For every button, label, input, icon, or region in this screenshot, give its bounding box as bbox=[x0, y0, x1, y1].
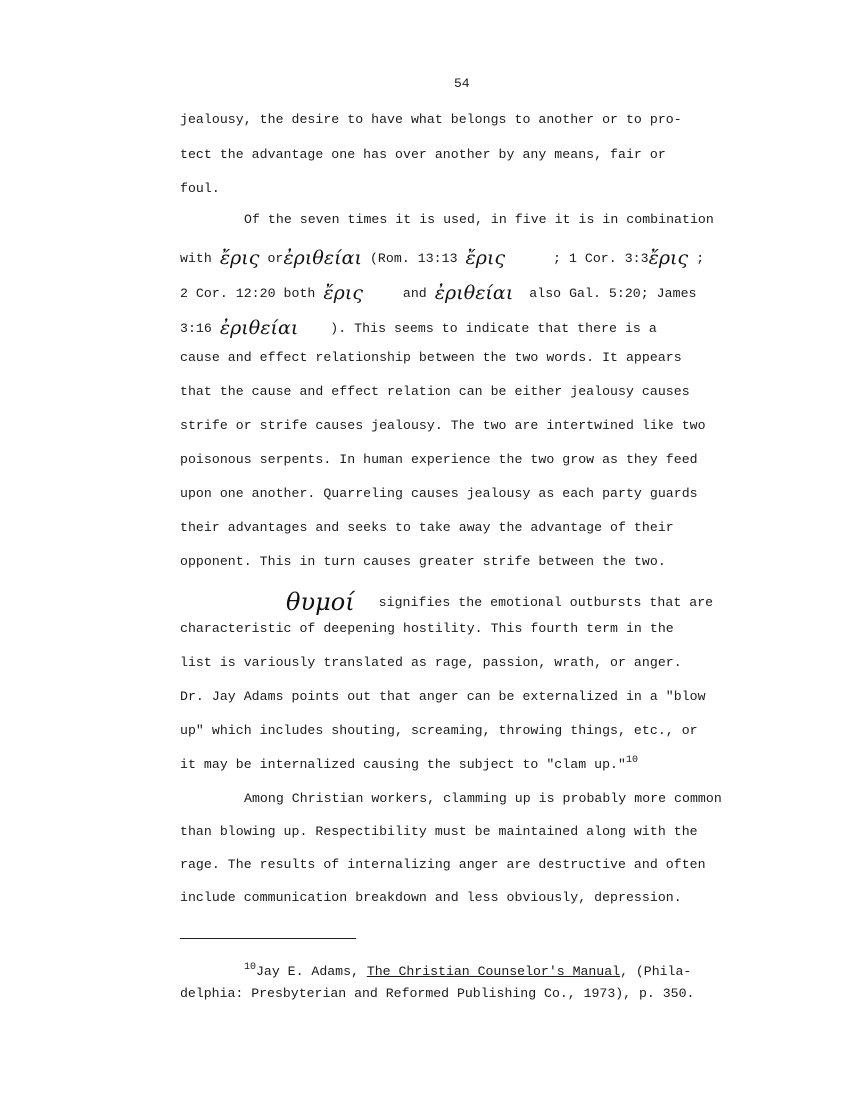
text-span: also Gal. 5:20; James bbox=[529, 286, 697, 301]
paragraph-line: rage. The results of internalizing anger are destructive and often bbox=[180, 857, 706, 872]
paragraph-line-with-greek bbox=[286, 584, 714, 616]
paragraph-line: than blowing up. Respectibility must be maintained along with the bbox=[180, 824, 698, 839]
paragraph-line: tect the advantage one has over another by any means, fair or bbox=[180, 147, 666, 162]
paragraph-line: up" which includes shouting, screaming, throwing things, etc., or bbox=[180, 723, 698, 738]
paragraph-line: characteristic of deepening hostility. This fourth term in the bbox=[180, 621, 674, 636]
text-span: , (Phila- bbox=[620, 964, 692, 979]
paragraph-line: foul. bbox=[180, 181, 220, 196]
greek-word: ἔρις bbox=[219, 247, 260, 269]
text-span: 3:16 bbox=[180, 321, 212, 336]
page-number: 54 bbox=[454, 76, 470, 91]
greek-word: ἔρις bbox=[323, 282, 364, 304]
greek-word: ἔρις bbox=[465, 247, 506, 269]
paragraph-line: that the cause and effect relation can be either jealousy causes bbox=[180, 384, 690, 399]
paragraph-line bbox=[180, 755, 638, 772]
greek-word: ἐριθείαι bbox=[283, 247, 362, 269]
footnote-divider bbox=[180, 938, 356, 939]
text-span: Jay E. Adams, bbox=[256, 964, 367, 979]
footnote-line bbox=[244, 962, 691, 979]
text-span: or bbox=[267, 251, 284, 266]
paragraph-line: jealousy, the desire to have what belongs to another or to pro- bbox=[180, 112, 682, 127]
paragraph-line: Among Christian workers, clamming up is probably more common bbox=[244, 791, 722, 806]
text-span: and bbox=[402, 286, 427, 301]
greek-word: ἔρις bbox=[648, 247, 689, 269]
text-span: signifies the emotional outbursts that are bbox=[378, 595, 714, 610]
greek-word: θυμοί bbox=[286, 588, 355, 616]
text-span: with bbox=[180, 251, 212, 266]
paragraph-line-with-greek bbox=[180, 315, 657, 337]
paragraph-line: opponent. This in turn causes greater strife between the two. bbox=[180, 554, 666, 569]
paragraph-line-with-greek bbox=[180, 280, 697, 302]
paragraph-line: strife or strife causes jealousy. The two are intertwined like two bbox=[180, 418, 706, 433]
paragraph-line: their advantages and seeks to take away the advantage of their bbox=[180, 520, 674, 535]
paragraph-line: include communication breakdown and less obviously, depression. bbox=[180, 890, 682, 905]
paragraph-line: cause and effect relationship between the two words. It appears bbox=[180, 350, 682, 365]
text-span: ; bbox=[696, 251, 705, 266]
text-span: ; 1 Cor. 3:3 bbox=[553, 251, 649, 266]
greek-word: ἐριθείαι bbox=[219, 317, 299, 339]
paragraph-line: poisonous serpents. In human experience the two grow as they feed bbox=[180, 452, 698, 467]
text-span: ). This seems to indicate that there is a bbox=[330, 321, 657, 336]
paragraph-line: Of the seven times it is used, in five it is in combination bbox=[244, 212, 714, 227]
greek-word: ἐριθείαι bbox=[434, 282, 514, 304]
text-span: it may be internalized causing the subject to "clam up." bbox=[180, 757, 626, 772]
text-span: 2 Cor. 12:20 both bbox=[180, 286, 316, 301]
footnote-reference: 10 bbox=[625, 755, 639, 766]
footnote-number: 10 bbox=[244, 962, 257, 973]
paragraph-line: list is variously translated as rage, passion, wrath, or anger. bbox=[180, 655, 682, 670]
footnote-line: delphia: Presbyterian and Reformed Publishing Co., 1973), p. 350. bbox=[180, 986, 695, 1001]
text-span: (Rom. 13:13 bbox=[369, 251, 458, 266]
paragraph-line-with-greek bbox=[180, 245, 704, 267]
paragraph-line: upon one another. Quarreling causes jealousy as each party guards bbox=[180, 486, 698, 501]
footnote-book-title: The Christian Counselor's Manual bbox=[366, 964, 621, 979]
paragraph-line: Dr. Jay Adams points out that anger can be externalized in a "blow bbox=[180, 689, 706, 704]
